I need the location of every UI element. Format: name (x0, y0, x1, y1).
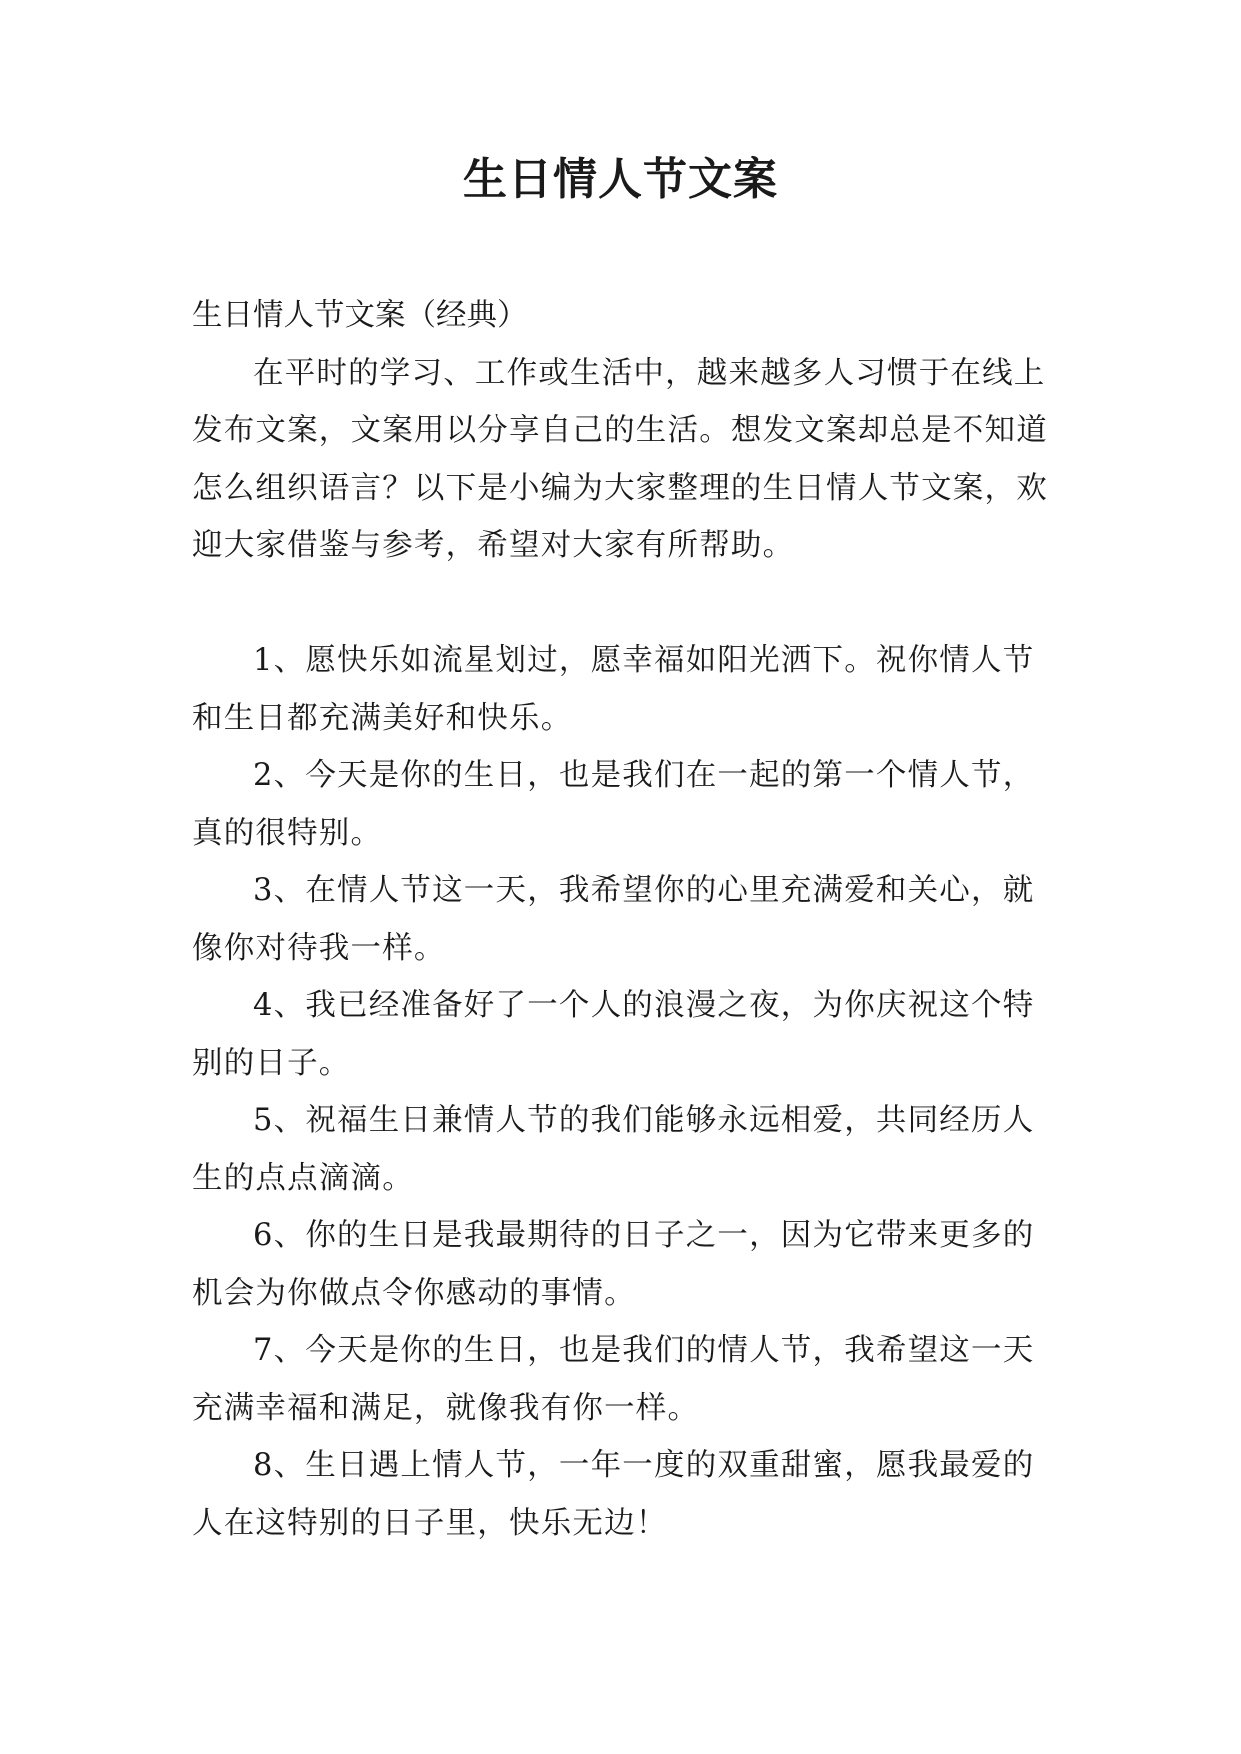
list-item-text: 生日遇上情人节，一年一度的双重甜蜜，愿我最爱的人在这特别的日子里，快乐无边！ (192, 1448, 1035, 1541)
list-item-6 (192, 1207, 1052, 1322)
list-item-number: 2、 (253, 758, 306, 793)
list-item-text: 你的生日是我最期待的日子之一，因为它带来更多的机会为你做点令你感动的事情。 (192, 1218, 1035, 1311)
list-item-number: 4、 (253, 988, 306, 1023)
list-item-text: 祝福生日兼情人节的我们能够永远相爱，共同经历人生的点点滴滴。 (192, 1103, 1035, 1196)
list-item-3 (192, 862, 1052, 977)
list-item-number: 7、 (253, 1333, 306, 1368)
list-item-8 (192, 1437, 1052, 1552)
list-item-2 (192, 747, 1052, 862)
list-item-number: 1、 (253, 643, 306, 678)
list-item-4 (192, 977, 1052, 1092)
list-item-number: 8、 (253, 1448, 306, 1483)
intro-paragraph: 在平时的学习、工作或生活中，越来越多人习惯于在线上发布文案，文案用以分享自己的生活。想发文案却总是不知道怎么组织语言？以下是小编为大家整理的生日情人节文案，欢迎大家借鉴与参考，希望对大家有所帮助。 (192, 355, 1048, 563)
document-body (192, 287, 1052, 1552)
list-item-number: 5、 (253, 1103, 306, 1138)
list-item-text: 今天是你的生日，也是我们的情人节，我希望这一天充满幸福和满足，就像我有你一样。 (192, 1333, 1035, 1426)
list-item-number: 6、 (253, 1218, 306, 1253)
list-item-1 (192, 632, 1052, 747)
list-item-text: 今天是你的生日，也是我们在一起的第一个情人节，真的很特别。 (192, 758, 1035, 851)
list-item-7 (192, 1322, 1052, 1437)
section-spacer (192, 575, 1052, 633)
list-item-text: 愿快乐如流星划过，愿幸福如阳光洒下。祝你情人节和生日都充满美好和快乐。 (192, 643, 1035, 736)
list-item-text: 我已经准备好了一个人的浪漫之夜，为你庆祝这个特别的日子。 (192, 988, 1035, 1081)
list-item-text: 在情人节这一天，我希望你的心里充满爱和关心，就像你对待我一样。 (192, 873, 1035, 966)
document-subtitle: 生日情人节文案（经典） (192, 298, 528, 333)
document-title: 生日情人节文案 (463, 154, 778, 205)
list-item-number: 3、 (253, 873, 306, 908)
list-item-5 (192, 1092, 1052, 1207)
